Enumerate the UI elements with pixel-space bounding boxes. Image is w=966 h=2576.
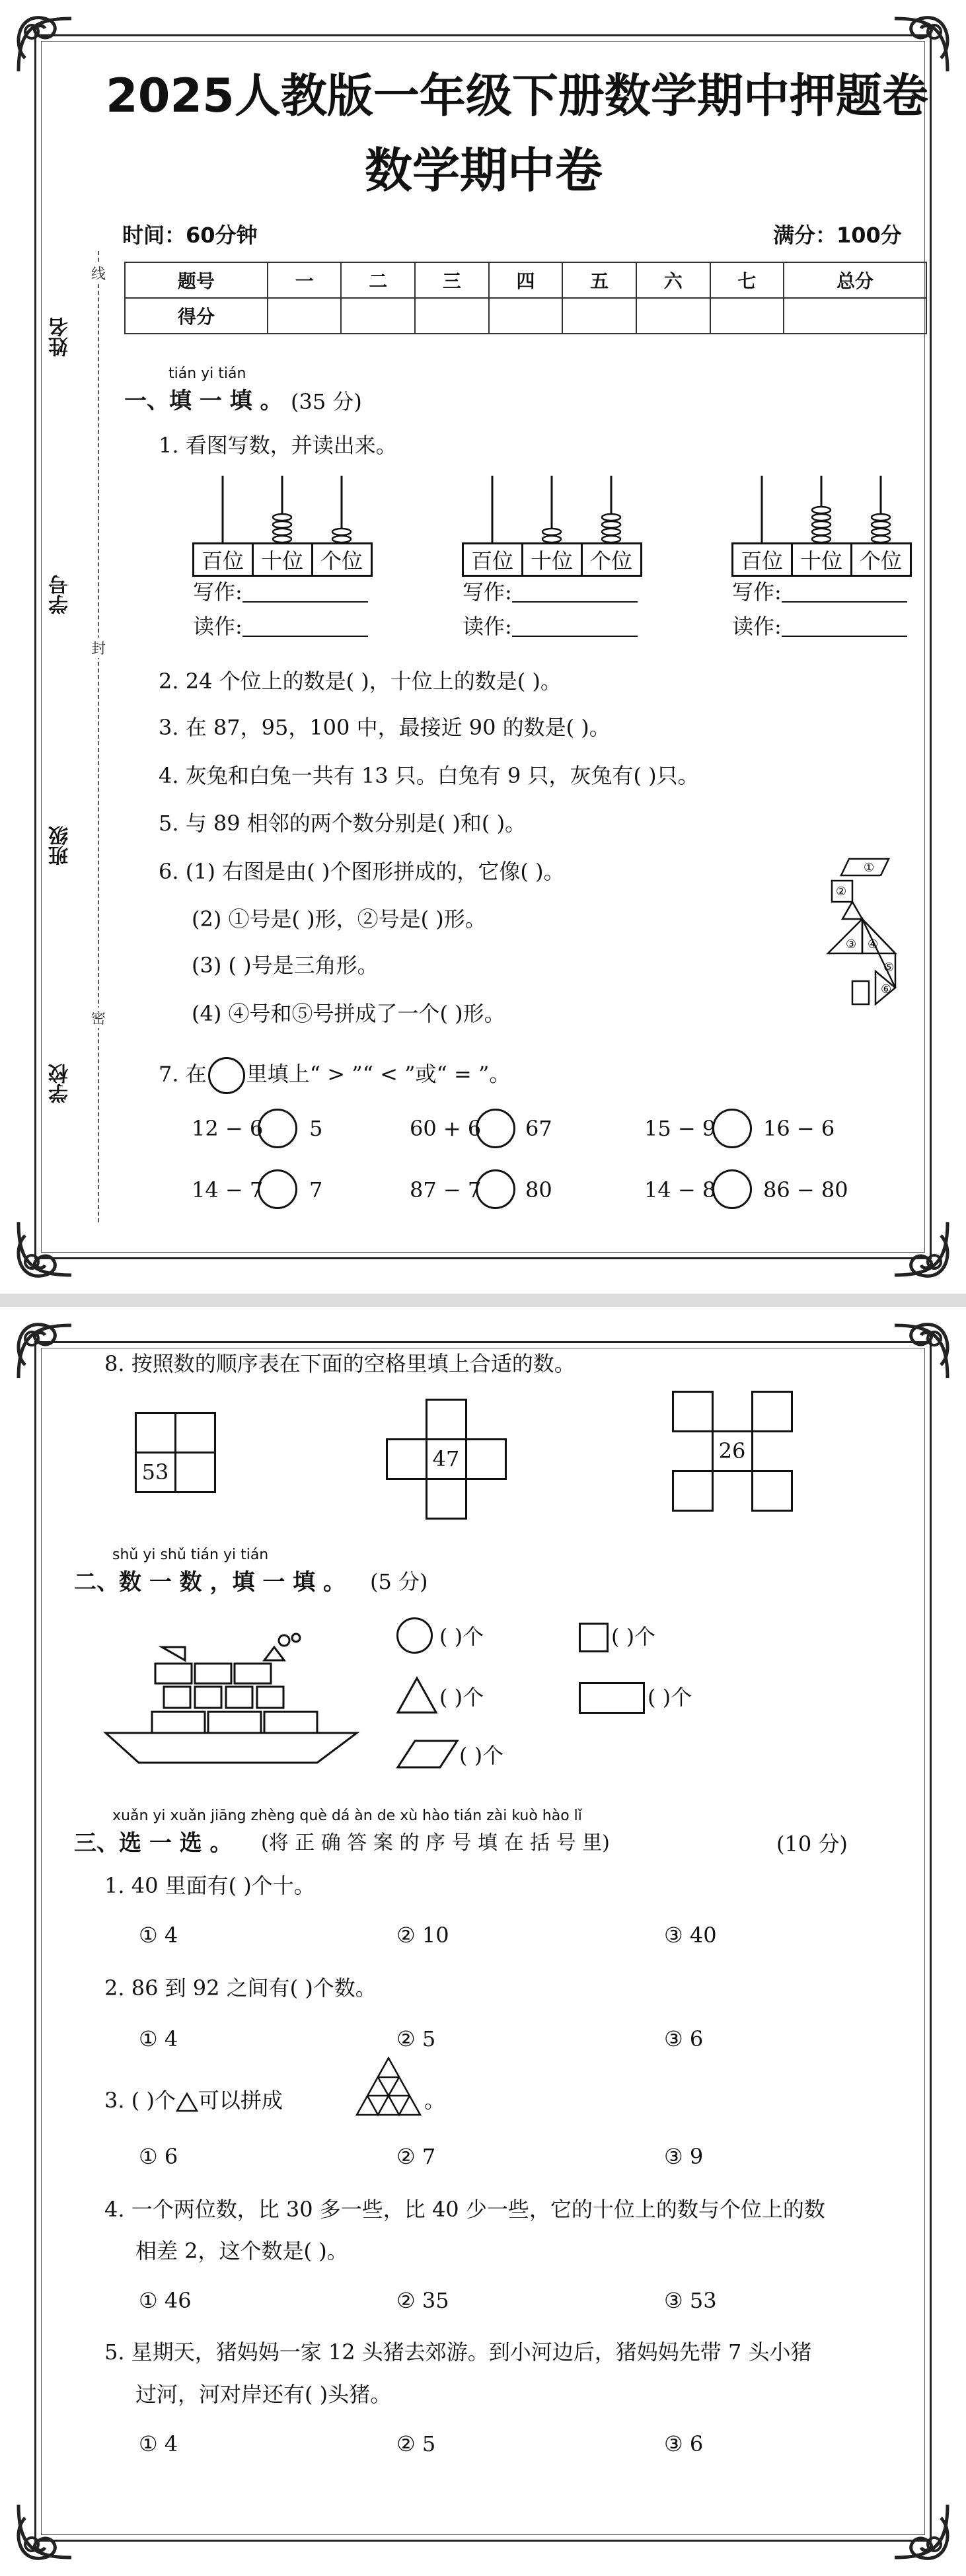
q7-prefix: 7. 在 bbox=[159, 1061, 207, 1087]
question-2: 2. 24 个位上的数是( )，十位上的数是( )。 bbox=[159, 669, 562, 694]
abacus-rods-icon bbox=[732, 476, 910, 548]
count-answer[interactable]: ( )个 bbox=[459, 1743, 504, 1768]
grid-blank-cell[interactable] bbox=[426, 1478, 467, 1520]
number-grid-3 bbox=[673, 1391, 792, 1510]
choice-option[interactable]: ③ 6 bbox=[664, 2026, 704, 2051]
section1-points: (35 分) bbox=[291, 389, 362, 414]
choice-option[interactable]: ② 35 bbox=[396, 2288, 449, 2313]
section3-points: (10 分) bbox=[776, 1831, 848, 1857]
write-answer-line[interactable] bbox=[242, 583, 368, 603]
tangram-label: ④ bbox=[868, 938, 879, 951]
abacus-label: 百位 bbox=[731, 542, 793, 577]
comparison-left: 15 − 9 bbox=[644, 1116, 716, 1141]
ship-figure bbox=[106, 1634, 357, 1766]
grid-blank-cell[interactable] bbox=[751, 1391, 793, 1432]
section3-instruction: (将 正 确 答 案 的 序 号 填 在 括 号 里) bbox=[261, 1831, 610, 1855]
question-1: 1. 看图写数，并读出来。 bbox=[159, 433, 397, 458]
abacus-bead bbox=[273, 521, 291, 528]
question-6-part-4: (4) ④号和⑤号拼成了一个( )形。 bbox=[192, 1001, 505, 1026]
abacus-bead bbox=[273, 529, 291, 535]
abacus-bead bbox=[602, 536, 620, 542]
score-input-cell[interactable] bbox=[784, 298, 926, 334]
tangram-label: ① bbox=[864, 861, 875, 875]
abacus-bead bbox=[812, 521, 831, 528]
comparison-circle[interactable] bbox=[258, 1109, 297, 1148]
side-label-student-id: 学号 bbox=[49, 575, 72, 614]
question-4: 4. 灰兔和白兔一共有 13 只。白兔有 9 只，灰兔有( )只。 bbox=[159, 763, 699, 788]
choice-question-3 bbox=[104, 2090, 283, 2112]
score-cell: 四 bbox=[489, 262, 563, 298]
abacus-bead bbox=[332, 536, 351, 542]
abacus-bead bbox=[273, 536, 291, 542]
read-answer-line[interactable] bbox=[242, 617, 368, 637]
abacus-bead bbox=[812, 514, 831, 521]
choice-question-5-line-2: 过河，河对岸还有( )头猪。 bbox=[135, 2382, 392, 2407]
choice-question-2: 2. 86 到 92 之间有( )个数。 bbox=[104, 1975, 377, 2001]
read-label: 读作: bbox=[732, 614, 782, 639]
abacus-label: 个位 bbox=[581, 542, 642, 577]
big-triangle-figure bbox=[355, 2057, 422, 2116]
abacus-rods-icon bbox=[193, 476, 371, 548]
score-cell: 三 bbox=[415, 262, 489, 298]
read-label: 读作: bbox=[193, 614, 242, 639]
section3-pinyin: xuǎn yi xuǎn jiāng zhèng què dá àn de xù hào tián zài kuò hào lǐ bbox=[112, 1808, 582, 1824]
read-answer-line[interactable] bbox=[782, 617, 907, 637]
side-label-class: 班级 bbox=[49, 826, 72, 865]
comparison-left: 14 − 8 bbox=[644, 1177, 716, 1202]
number-grid-2 bbox=[387, 1399, 505, 1518]
abacus-label: 百位 bbox=[462, 542, 523, 577]
choice-question-5-line-1: 5. 星期天，猪妈妈一家 12 头猪去郊游。到小河边后，猪妈妈先带 7 头小猪 bbox=[104, 2339, 812, 2365]
choice-option[interactable]: ② 10 bbox=[396, 1923, 449, 1948]
write-label: 写作: bbox=[463, 579, 512, 605]
grid-blank-cell[interactable] bbox=[174, 1412, 216, 1454]
small-triangle-icon bbox=[176, 2092, 198, 2112]
section1-pinyin: tián yi tián bbox=[168, 365, 246, 382]
cut-mark: 密 bbox=[91, 1008, 106, 1028]
count-answer[interactable]: ( )个 bbox=[611, 1624, 656, 1649]
comparison-circle[interactable] bbox=[258, 1169, 297, 1209]
choice-question-1: 1. 40 里面有( )个十。 bbox=[104, 1873, 315, 1898]
exam-page-2 bbox=[0, 1307, 966, 2576]
grid-blank-cell[interactable] bbox=[672, 1470, 714, 1512]
tangram-label: ② bbox=[836, 885, 847, 899]
write-answer-line[interactable] bbox=[512, 583, 638, 603]
q3-part-c: 。 bbox=[424, 2088, 446, 2113]
read-label: 读作: bbox=[463, 614, 512, 639]
tangram-rabbit-figure bbox=[823, 856, 922, 1027]
grid-number-cell: 53 bbox=[135, 1452, 176, 1493]
abacus-bead bbox=[542, 536, 561, 542]
question-6-part-1: 6. (1) 右图是由( )个图形拼成的，它像( )。 bbox=[159, 859, 565, 884]
binding-line bbox=[98, 251, 99, 1222]
score-input-cell[interactable] bbox=[341, 298, 415, 334]
corner-ornament-icon bbox=[5, 1216, 78, 1288]
corner-ornament-icon bbox=[5, 2498, 78, 2571]
abacus-bead bbox=[872, 529, 890, 535]
choice-option[interactable]: ② 7 bbox=[396, 2144, 436, 2169]
abacus-label: 百位 bbox=[192, 542, 254, 577]
comparison-right: 80 bbox=[525, 1177, 552, 1202]
abacus-label: 十位 bbox=[252, 542, 313, 577]
q7-suffix: 里填上“ > ”“ < ”或“ = ”。 bbox=[246, 1061, 511, 1087]
abacus-bead bbox=[812, 536, 831, 542]
question-3: 3. 在 87，95，100 中，最接近 90 的数是( )。 bbox=[159, 715, 611, 740]
abacus-bead bbox=[273, 514, 291, 521]
choice-option[interactable]: ① 4 bbox=[139, 2431, 178, 2456]
abacus-rods-icon bbox=[463, 476, 641, 548]
comparison-right: 5 bbox=[309, 1116, 323, 1141]
question-7 bbox=[159, 1057, 510, 1094]
parallelogram-shape-icon bbox=[396, 1740, 459, 1769]
abacus-bead bbox=[812, 529, 831, 535]
circle-icon bbox=[208, 1057, 245, 1094]
section3-title: 三、选 一 选 。 bbox=[74, 1830, 233, 1857]
cut-mark: 封 bbox=[91, 638, 106, 658]
exam-title: 2025人教版一年级下册数学期中押题卷 bbox=[106, 69, 928, 123]
abacus-bead bbox=[872, 521, 890, 528]
cut-mark: 线 bbox=[91, 263, 106, 283]
rectangle-shape-icon bbox=[579, 1682, 645, 1714]
question-6-part-2: (2) ①号是( )形，②号是( )形。 bbox=[192, 906, 486, 932]
corner-ornament-icon bbox=[888, 1312, 961, 1385]
abacus-bead bbox=[872, 536, 890, 542]
q3-part-a: 3. ( )个 bbox=[104, 2088, 176, 2113]
tangram-piece-8 bbox=[842, 902, 862, 919]
corner-ornament-icon bbox=[888, 1216, 961, 1288]
grid-blank-cell[interactable] bbox=[465, 1438, 507, 1480]
abacus-bead bbox=[602, 514, 620, 521]
grid-blank-cell[interactable] bbox=[672, 1391, 714, 1432]
section2-title: 二、数 一 数 ，填 一 填 。 bbox=[74, 1569, 346, 1596]
question-8: 8. 按照数的顺序表在下面的空格里填上合适的数。 bbox=[104, 1351, 576, 1376]
choice-option[interactable]: ① 4 bbox=[139, 1923, 178, 1948]
section2-pinyin: shǔ yi shǔ tián yi tián bbox=[112, 1547, 269, 1563]
question-5: 5. 与 89 相邻的两个数分别是( )和( )。 bbox=[159, 811, 527, 836]
abacus-bead bbox=[602, 521, 620, 528]
choice-option[interactable]: ① 4 bbox=[139, 2026, 178, 2051]
abacus-bead bbox=[812, 507, 831, 513]
score-cell: 得分 bbox=[125, 298, 268, 334]
comparison-circle[interactable] bbox=[476, 1169, 515, 1209]
exam-subtitle: 数学期中卷 bbox=[365, 143, 603, 198]
comparison-right: 86 − 80 bbox=[763, 1177, 848, 1202]
score-table-header bbox=[125, 262, 926, 298]
section1-title: 一、填 一 填 。 bbox=[124, 388, 283, 414]
grid-number-cell: 26 bbox=[712, 1430, 753, 1472]
score-cell: 七 bbox=[710, 262, 784, 298]
comparison-circle[interactable] bbox=[712, 1109, 752, 1148]
choice-option[interactable]: ② 5 bbox=[396, 2026, 436, 2051]
score-cell: 一 bbox=[268, 262, 342, 298]
comparison-left: 87 − 7 bbox=[410, 1177, 482, 1202]
count-answer[interactable]: ( )个 bbox=[648, 1685, 692, 1710]
comparison-left: 12 − 6 bbox=[192, 1116, 264, 1141]
tangram-label: ⑤ bbox=[883, 961, 895, 975]
section2-points: (5 分) bbox=[370, 1569, 428, 1594]
grid-blank-cell[interactable] bbox=[386, 1438, 427, 1480]
score-cell: 六 bbox=[636, 262, 710, 298]
triangle-shape-icon bbox=[396, 1677, 437, 1714]
tangram-label: ⑥ bbox=[881, 982, 892, 996]
tangram-piece-3 bbox=[828, 919, 862, 953]
count-answer[interactable]: ( )个 bbox=[439, 1685, 484, 1710]
abacus-bead bbox=[542, 529, 561, 535]
grid-blank-cell[interactable] bbox=[751, 1470, 793, 1512]
choice-question-4-line-2: 相差 2，这个数是( )。 bbox=[135, 2238, 348, 2263]
tangram-piece-7 bbox=[852, 981, 869, 1004]
choice-question-4-line-1: 4. 一个两位数，比 30 多一些，比 40 少一些，它的十位上的数与个位上的数 bbox=[104, 2197, 825, 2222]
choice-option[interactable]: ③ 53 bbox=[664, 2288, 717, 2313]
score-input-cell[interactable] bbox=[562, 298, 636, 334]
abacus-label: 十位 bbox=[521, 542, 583, 577]
grid-blank-cell[interactable] bbox=[174, 1452, 216, 1493]
side-label-name: 姓名 bbox=[49, 317, 72, 357]
tangram-label: ③ bbox=[846, 938, 857, 951]
abacus-bead bbox=[332, 529, 351, 535]
grid-blank-cell[interactable] bbox=[135, 1412, 176, 1454]
write-label: 写作: bbox=[732, 579, 782, 605]
score-input-cell[interactable] bbox=[268, 298, 342, 334]
write-answer-line[interactable] bbox=[782, 583, 907, 603]
abacus-label: 十位 bbox=[791, 542, 852, 577]
abacus-bead bbox=[872, 514, 890, 521]
exam-time: 时间：60分钟 bbox=[122, 223, 258, 248]
comparison-left: 14 − 7 bbox=[192, 1177, 264, 1202]
side-label-school: 学校 bbox=[49, 1064, 72, 1103]
square-shape-icon bbox=[579, 1623, 609, 1652]
score-cell: 题号 bbox=[125, 262, 268, 298]
comparison-right: 16 − 6 bbox=[763, 1116, 835, 1141]
score-cell: 二 bbox=[341, 262, 415, 298]
comparison-circle[interactable] bbox=[712, 1169, 752, 1209]
choice-option[interactable]: ② 5 bbox=[396, 2431, 436, 2456]
corner-ornament-icon bbox=[5, 5, 78, 78]
score-input-cell[interactable] bbox=[489, 298, 563, 334]
abacus-label: 个位 bbox=[311, 542, 373, 577]
count-answer[interactable]: ( )个 bbox=[439, 1624, 484, 1649]
corner-ornament-icon bbox=[5, 1312, 78, 1385]
circle-shape-icon bbox=[396, 1617, 433, 1654]
q3-part-b: 可以拼成 bbox=[198, 2088, 283, 2113]
write-label: 写作: bbox=[193, 579, 242, 605]
comparison-right: 7 bbox=[309, 1177, 323, 1202]
choice-option[interactable]: ③ 40 bbox=[664, 1923, 717, 1948]
score-table bbox=[124, 262, 927, 334]
exam-full-score: 满分：100分 bbox=[773, 223, 902, 248]
abacus-label: 个位 bbox=[850, 542, 912, 577]
score-input-cell[interactable] bbox=[415, 298, 489, 334]
number-grid-1 bbox=[135, 1413, 215, 1492]
comparison-left: 60 + 6 bbox=[410, 1116, 482, 1141]
corner-ornament-icon bbox=[888, 5, 961, 78]
question-6-part-3: (3) ( )号是三角形。 bbox=[192, 953, 379, 978]
choice-option[interactable]: ③ 6 bbox=[664, 2431, 704, 2456]
score-table-row bbox=[125, 298, 926, 334]
abacus-bead bbox=[602, 529, 620, 535]
score-cell: 五 bbox=[562, 262, 636, 298]
grid-number-cell: 47 bbox=[426, 1438, 467, 1480]
comparison-right: 67 bbox=[525, 1116, 552, 1141]
corner-ornament-icon bbox=[888, 2498, 961, 2571]
choice-option[interactable]: ① 6 bbox=[139, 2144, 178, 2169]
score-input-cell[interactable] bbox=[710, 298, 784, 334]
choice-option[interactable]: ③ 9 bbox=[664, 2144, 704, 2169]
comparison-circle[interactable] bbox=[476, 1109, 515, 1148]
grid-blank-cell[interactable] bbox=[426, 1399, 467, 1440]
read-answer-line[interactable] bbox=[512, 617, 638, 637]
choice-option[interactable]: ① 46 bbox=[139, 2288, 192, 2313]
score-cell: 总分 bbox=[784, 262, 926, 298]
score-input-cell[interactable] bbox=[636, 298, 710, 334]
